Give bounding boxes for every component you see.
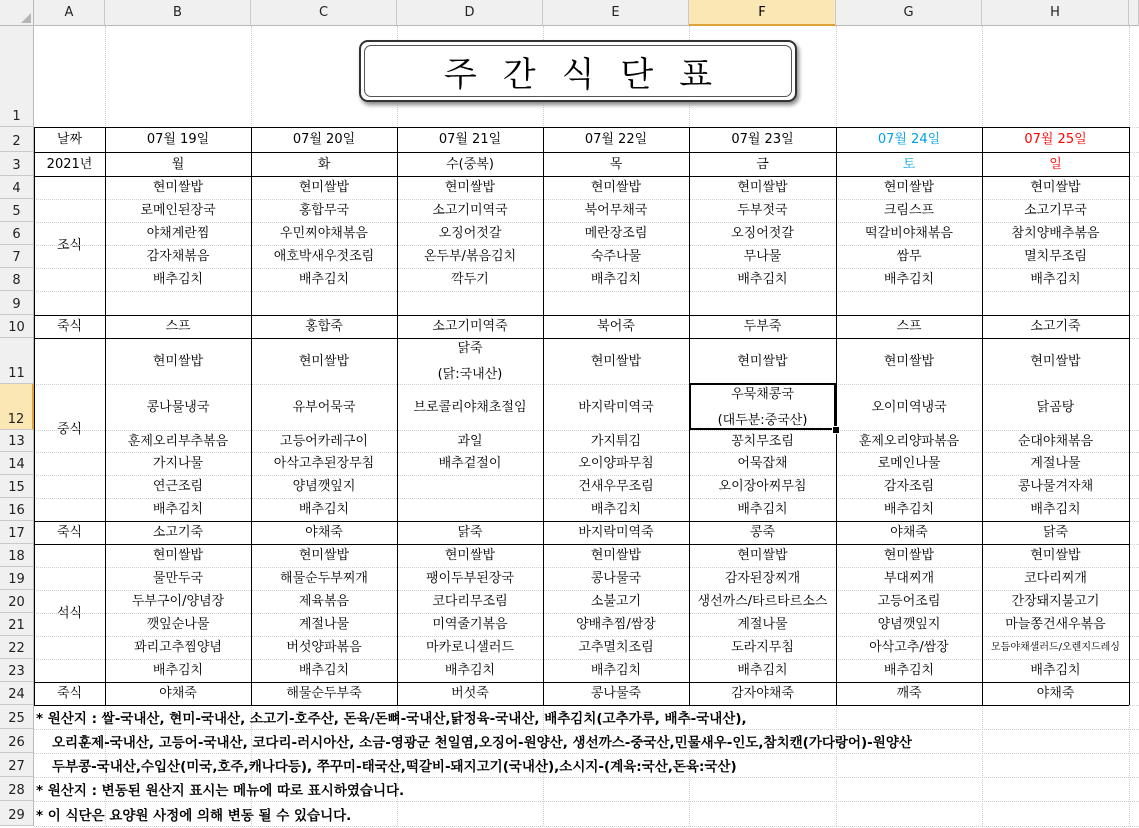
column-header-a[interactable]: A [34,0,105,26]
menu-cell-note: (대두분:중국산) [717,412,808,428]
table-border [836,127,837,705]
row-header-8[interactable]: 8 [0,268,34,291]
porridge-cell[interactable]: 바지락미역죽 [578,525,654,540]
date-cell[interactable]: 07월 20일 [292,132,356,147]
menu-cell[interactable]: 참치양배추볶음 [1011,226,1100,241]
row-header-27[interactable]: 27 [0,753,34,777]
menu-cell[interactable]: 아삭고추/쌈장 [869,640,949,655]
table-border [543,127,544,705]
porridge-cell[interactable]: 콩나물죽 [590,686,642,701]
table-border [105,127,106,705]
menu-cell[interactable]: 양념깻잎지 [292,479,356,494]
menu-cell[interactable]: 양배추찜/쌈장 [576,617,656,632]
porridge-cell[interactable]: 북어죽 [597,319,635,334]
notes-line[interactable]: * 원산지 : 쌀-국내산, 현미-국내산, 소고기-호주산, 돈육/돈뼈-국내산,닭정육-국내산, 배추김치(고추가루, 배추-국내산), [36,711,747,727]
gridline-horizontal [34,291,1139,292]
menu-cell[interactable]: 배추김치 [444,663,496,678]
menu-cell[interactable]: 배추김치 [1030,663,1081,678]
weekday-cell[interactable]: 토 [902,156,916,172]
menu-cell[interactable]: 현미쌀밥 [1030,548,1081,563]
menu-cell[interactable]: 로메인나물 [877,456,941,471]
menu-cell[interactable]: 배추김치 [298,663,350,678]
menu-cell[interactable]: 도라지무침 [731,640,794,655]
menu-cell[interactable]: 배추김치 [152,502,204,517]
menu-cell[interactable]: 오징어젓갈 [731,226,794,241]
menu-cell[interactable]: 배추김치 [298,502,350,517]
row-header-14[interactable]: 14 [0,452,34,475]
menu-cell[interactable]: 미역줄기볶음 [432,617,508,632]
menu-cell-note: (닭:국내산) [437,366,503,382]
menu-cell[interactable]: 떡갈비야채볶음 [865,226,953,241]
menu-cell[interactable]: 메란장조림 [584,226,648,241]
row-header-6[interactable]: 6 [0,222,34,245]
column-header-b[interactable]: B [105,0,251,26]
row-header-10[interactable]: 10 [0,315,34,338]
menu-cell[interactable]: 로메인된장국 [140,203,216,218]
porridge-cell[interactable]: 스프 [165,319,191,334]
menu-cell[interactable]: 현미쌀밥 [883,180,935,195]
menu-cell[interactable]: 생선까스/타르타르소스 [697,594,828,609]
column-header-h[interactable]: H [982,0,1129,26]
menu-cell[interactable]: 콩나물냉국 [146,399,210,415]
menu-cell[interactable]: 꽈리고추찜양념 [134,640,222,655]
row-header-5[interactable]: 5 [0,199,34,222]
porridge-cell[interactable]: 야채죽 [305,525,343,540]
menu-cell[interactable]: 북어무채국 [584,203,648,218]
menu-cell[interactable]: 계절나물 [298,617,350,632]
menu-cell[interactable]: 부대찌개 [883,571,935,586]
porridge-cell[interactable]: 야채죽 [1036,686,1075,701]
menu-cell[interactable]: 배추김치 [152,272,204,287]
weekday-cell[interactable]: 수(중복) [446,156,494,172]
weekday-cell[interactable]: 화 [317,156,331,172]
row-header-4[interactable]: 4 [0,176,34,199]
menu-cell[interactable]: 홍합무국 [298,203,350,218]
porridge-cell[interactable]: 콩죽 [749,525,776,540]
row-header-22[interactable]: 22 [0,636,34,659]
menu-cell[interactable]: 코다리찌개 [1024,571,1087,586]
menu-cell[interactable]: 마카로니샐러드 [426,640,514,655]
menu-cell[interactable]: 현미쌀밥 [152,548,204,563]
menu-cell[interactable]: 현미쌀밥 [298,353,350,369]
menu-cell[interactable]: 소고기미역국 [432,203,508,218]
date-label-cell[interactable]: 날짜 [56,132,83,147]
menu-cell[interactable]: 현미쌀밥 [883,353,935,369]
menu-cell[interactable]: 현미쌀밥 [444,180,496,195]
date-cell[interactable]: 07월 25일 [1024,132,1087,147]
row-header-29[interactable]: 29 [0,801,34,826]
menu-cell[interactable]: 고등어카레구이 [280,433,368,449]
row-header-11[interactable]: 11 [0,338,34,384]
weekday-cell[interactable]: 목 [609,156,623,172]
column-header-d[interactable]: D [397,0,543,26]
menu-cell[interactable]: 현미쌀밥 [737,353,788,369]
row-header-13[interactable]: 13 [0,430,34,452]
table-border [34,521,1129,522]
menu-cell[interactable]: 고등어조림 [877,594,941,609]
fill-handle[interactable] [832,426,840,434]
menu-cell[interactable]: 현미쌀밥 [298,180,350,195]
menu-cell[interactable]: 현미쌀밥 [737,548,788,563]
row-header-25[interactable]: 25 [0,705,34,729]
meal-label-dinner[interactable]: 석식 [56,605,83,621]
menu-cell[interactable]: 어묵잡채 [737,456,788,471]
date-cell[interactable]: 07월 23일 [731,132,794,147]
menu-cell[interactable]: 현미쌀밥 [590,353,642,369]
row-header-1[interactable]: 1 [0,26,34,127]
porridge-cell[interactable]: 감자야채죽 [731,686,794,701]
meal-label-lunch[interactable]: 중식 [56,422,83,437]
page-title: 주간식단표 [443,54,739,95]
table-border [34,544,1129,545]
porridge-cell[interactable]: 버섯죽 [451,686,489,701]
menu-cell[interactable]: 배추김치 [1030,502,1081,517]
menu-cell[interactable]: 제육볶음 [298,594,350,609]
year-label-cell[interactable]: 2021년 [46,156,93,172]
table-border [34,338,1129,339]
menu-cell[interactable]: 배추김치 [883,663,935,678]
porridge-cell[interactable]: 닭죽 [1042,525,1069,540]
row-header-2[interactable]: 2 [0,127,34,152]
porridge-cell[interactable]: 야채죽 [890,525,928,540]
menu-cell[interactable]: 현미쌀밥 [883,548,935,563]
menu-cell[interactable]: 깍두기 [451,272,489,287]
date-cell[interactable]: 07월 22일 [584,132,648,147]
menu-cell[interactable]: 감자된장찌개 [724,571,801,586]
table-border [251,127,252,705]
menu-cell[interactable]: 계절나물 [1030,456,1081,471]
menu-cell[interactable]: 애호박새우젓조림 [273,249,375,264]
table-border [34,705,1129,706]
menu-cell[interactable]: 유부어묵국 [292,399,356,415]
menu-cell[interactable]: 멸치무조림 [1024,249,1087,264]
menu-cell[interactable]: 오징어젓갈 [438,226,502,241]
menu-cell[interactable]: 배추김치 [737,272,788,287]
menu-cell[interactable]: 해물순두부찌개 [280,571,368,586]
meal-label-porridge[interactable]: 죽식 [56,525,83,540]
menu-cell[interactable]: 현미쌀밥 [1030,353,1081,369]
table-border [1129,127,1130,705]
gridline-horizontal [34,826,1139,827]
table-border [34,176,1129,177]
row-header-3[interactable]: 3 [0,152,34,176]
porridge-cell[interactable]: 깨죽 [896,686,922,701]
selected-cell-outline [689,383,836,430]
row-header-7[interactable]: 7 [0,245,34,268]
menu-cell[interactable]: 바지락미역국 [578,399,654,415]
date-cell[interactable]: 07월 24일 [877,132,941,147]
weekday-cell[interactable]: 월 [171,156,185,172]
menu-cell[interactable]: 닭곰탕 [1036,399,1075,415]
menu-cell[interactable]: 배추김치 [883,272,935,287]
table-border [34,315,1129,316]
menu-cell[interactable]: 계절나물 [737,617,788,632]
meal-label-porridge[interactable]: 죽식 [56,319,83,334]
porridge-cell[interactable]: 소고기죽 [1030,319,1081,334]
menu-cell[interactable]: 현미쌀밥 [737,180,788,195]
menu-cell[interactable]: 배추겉절이 [438,456,502,471]
menu-cell[interactable]: 훈제오리부추볶음 [127,433,229,449]
menu-cell[interactable]: 훈제오리양파볶음 [858,433,960,449]
table-border [34,152,1129,153]
porridge-cell[interactable]: 소고기죽 [152,525,204,540]
menu-cell[interactable]: 꽁치무조림 [731,433,794,449]
menu-cell[interactable]: 가지튀김 [590,433,642,449]
notes-line[interactable]: * 이 식단은 요양원 사정에 의해 변동 될 수 있습니다. [36,807,352,824]
notes-line[interactable]: 두부콩-국내산,수입산(미국,호주,캐나다등), 쭈꾸미-태국산,떡갈비-돼지고기(국내산),소시지-(계육:국산,돈육:국산) [52,759,737,775]
menu-cell[interactable]: 현미쌀밥 [590,180,642,195]
weekday-cell[interactable]: 금 [756,156,769,172]
menu-cell[interactable]: 배추김치 [590,272,642,287]
weekday-cell[interactable]: 일 [1049,156,1062,172]
menu-cell[interactable]: 숙주나물 [590,249,642,264]
notes-line[interactable]: 오리훈제-국내산, 고등어-국내산, 코다리-러시아산, 소금-영광군 천일염,오징어-원양산, 생선까스-중국산,민물새우-인도,참치캔(가다랑어)-원양산 [52,735,912,751]
menu-cell[interactable]: 아삭고추된장무침 [273,456,375,471]
porridge-cell[interactable]: 두부죽 [743,319,782,334]
menu-cell[interactable]: 코다리무조림 [432,594,508,609]
column-header-overflow [1129,0,1139,26]
menu-cell[interactable]: 크림스프 [883,203,935,218]
date-cell[interactable]: 07월 19일 [146,132,210,147]
menu-cell[interactable]: 소고기무국 [1024,203,1087,218]
menu-cell[interactable]: 건새우무조림 [578,479,654,494]
menu-cell[interactable]: 연근조림 [152,479,204,494]
table-border [34,682,1129,683]
notes-line[interactable]: * 원산지 : 변동된 원산지 표시는 메뉴에 따로 표시하였습니다. [36,783,405,799]
menu-cell[interactable]: 두부구이/양념장 [131,594,225,609]
meal-label-porridge[interactable]: 죽식 [56,686,83,701]
menu-cell[interactable]: 마늘쫑건새우볶음 [1005,617,1106,632]
menu-cell[interactable]: 배추김치 [737,502,788,517]
porridge-cell[interactable]: 닭죽 [457,525,483,540]
table-border [34,127,1129,128]
menu-cell[interactable]: 모듬야채샐러드/오렌지드레싱 [991,642,1120,653]
menu-cell[interactable]: 브로콜리야채초절임 [413,399,527,415]
row-header-23[interactable]: 23 [0,659,34,682]
menu-cell[interactable]: 배추김치 [590,502,642,517]
menu-cell[interactable]: 고추멸치조림 [578,640,654,655]
menu-cell[interactable] [397,498,543,521]
column-header-g[interactable]: G [836,0,982,26]
menu-cell[interactable]: 배추김치 [883,502,935,517]
menu-cell[interactable]: 소불고기 [590,594,642,609]
menu-cell[interactable]: 배추김치 [152,663,204,678]
menu-cell[interactable]: 배추김치 [1030,272,1081,287]
menu-cell[interactable]: 야채계란찜 [146,226,210,241]
menu-cell[interactable]: 현미쌀밥 [152,180,204,195]
menu-cell[interactable]: 온두부/볶음김치 [423,249,517,264]
porridge-cell[interactable]: 야채죽 [159,686,197,701]
menu-cell[interactable]: 콩나물겨자채 [1017,479,1094,494]
menu-cell[interactable]: 현미쌀밥 [298,548,350,563]
porridge-cell[interactable]: 스프 [896,319,922,334]
menu-cell[interactable] [397,475,543,498]
menu-cell[interactable]: 간장돼지불고기 [1011,594,1100,609]
menu-cell[interactable]: 현미쌀밥 [444,548,496,563]
menu-cell[interactable]: 물만두국 [152,571,204,586]
column-header-e[interactable]: E [543,0,689,26]
column-header-f[interactable]: F [689,0,836,26]
porridge-cell[interactable]: 해물순두부죽 [286,686,362,701]
row-header-17[interactable]: 17 [0,521,34,544]
menu-cell[interactable]: 우묵채콩국 [731,387,794,402]
row-header-16[interactable]: 16 [0,498,34,521]
menu-cell[interactable]: 감자채볶음 [146,249,210,264]
row-header-9[interactable]: 9 [0,291,34,315]
menu-cell[interactable]: 팽이두부된장국 [426,571,514,586]
row-header-20[interactable]: 20 [0,590,34,613]
table-border [397,127,398,705]
menu-cell[interactable]: 두부젓국 [737,203,788,218]
porridge-cell[interactable]: 소고기미역죽 [432,319,508,334]
row-header-15[interactable]: 15 [0,475,34,498]
menu-cell[interactable]: 배추김치 [298,272,350,287]
menu-cell[interactable]: 배추김치 [590,663,642,678]
menu-cell[interactable]: 현미쌀밥 [1030,180,1081,195]
meal-label-breakfast[interactable]: 조식 [56,238,83,253]
menu-cell[interactable]: 양념깻잎지 [877,617,941,632]
menu-cell[interactable]: 우민찌야채볶음 [280,226,368,241]
row-header-21[interactable]: 21 [0,613,34,636]
menu-cell[interactable]: 과일 [457,433,483,449]
menu-cell[interactable]: 배추김치 [737,663,788,678]
row-header-26[interactable]: 26 [0,729,34,753]
porridge-cell[interactable]: 홍합죽 [305,319,343,334]
date-cell[interactable]: 07월 21일 [438,132,502,147]
menu-cell[interactable]: 가지나물 [152,456,204,471]
row-header-19[interactable]: 19 [0,567,34,590]
menu-cell[interactable]: 깻잎순나물 [146,617,210,632]
menu-cell[interactable]: 현미쌀밥 [152,353,204,369]
row-header-18[interactable]: 18 [0,544,34,567]
table-border [34,127,35,705]
title-box [359,40,797,102]
menu-cell[interactable]: 오이양파무침 [578,456,654,471]
menu-cell[interactable]: 현미쌀밥 [590,548,642,563]
table-border [982,127,983,705]
row-header-24[interactable]: 24 [0,682,34,705]
menu-cell[interactable]: 순대야채볶음 [1017,433,1094,449]
menu-cell[interactable]: 감자조림 [883,479,935,494]
menu-cell[interactable]: 쌈무 [896,249,922,264]
row-header-28[interactable]: 28 [0,777,34,801]
menu-cell[interactable]: 무나물 [743,249,782,264]
menu-cell[interactable]: 버섯양파볶음 [286,640,362,655]
select-all-corner[interactable] [0,0,34,26]
column-header-c[interactable]: C [251,0,397,26]
menu-cell[interactable]: 오이미역냉국 [871,399,947,415]
menu-cell[interactable]: 닭죽 [457,341,483,356]
row-header-12[interactable]: 12 [0,384,34,430]
menu-cell[interactable]: 오이장아찌무침 [718,479,807,494]
menu-cell[interactable]: 콩나물국 [590,571,642,586]
